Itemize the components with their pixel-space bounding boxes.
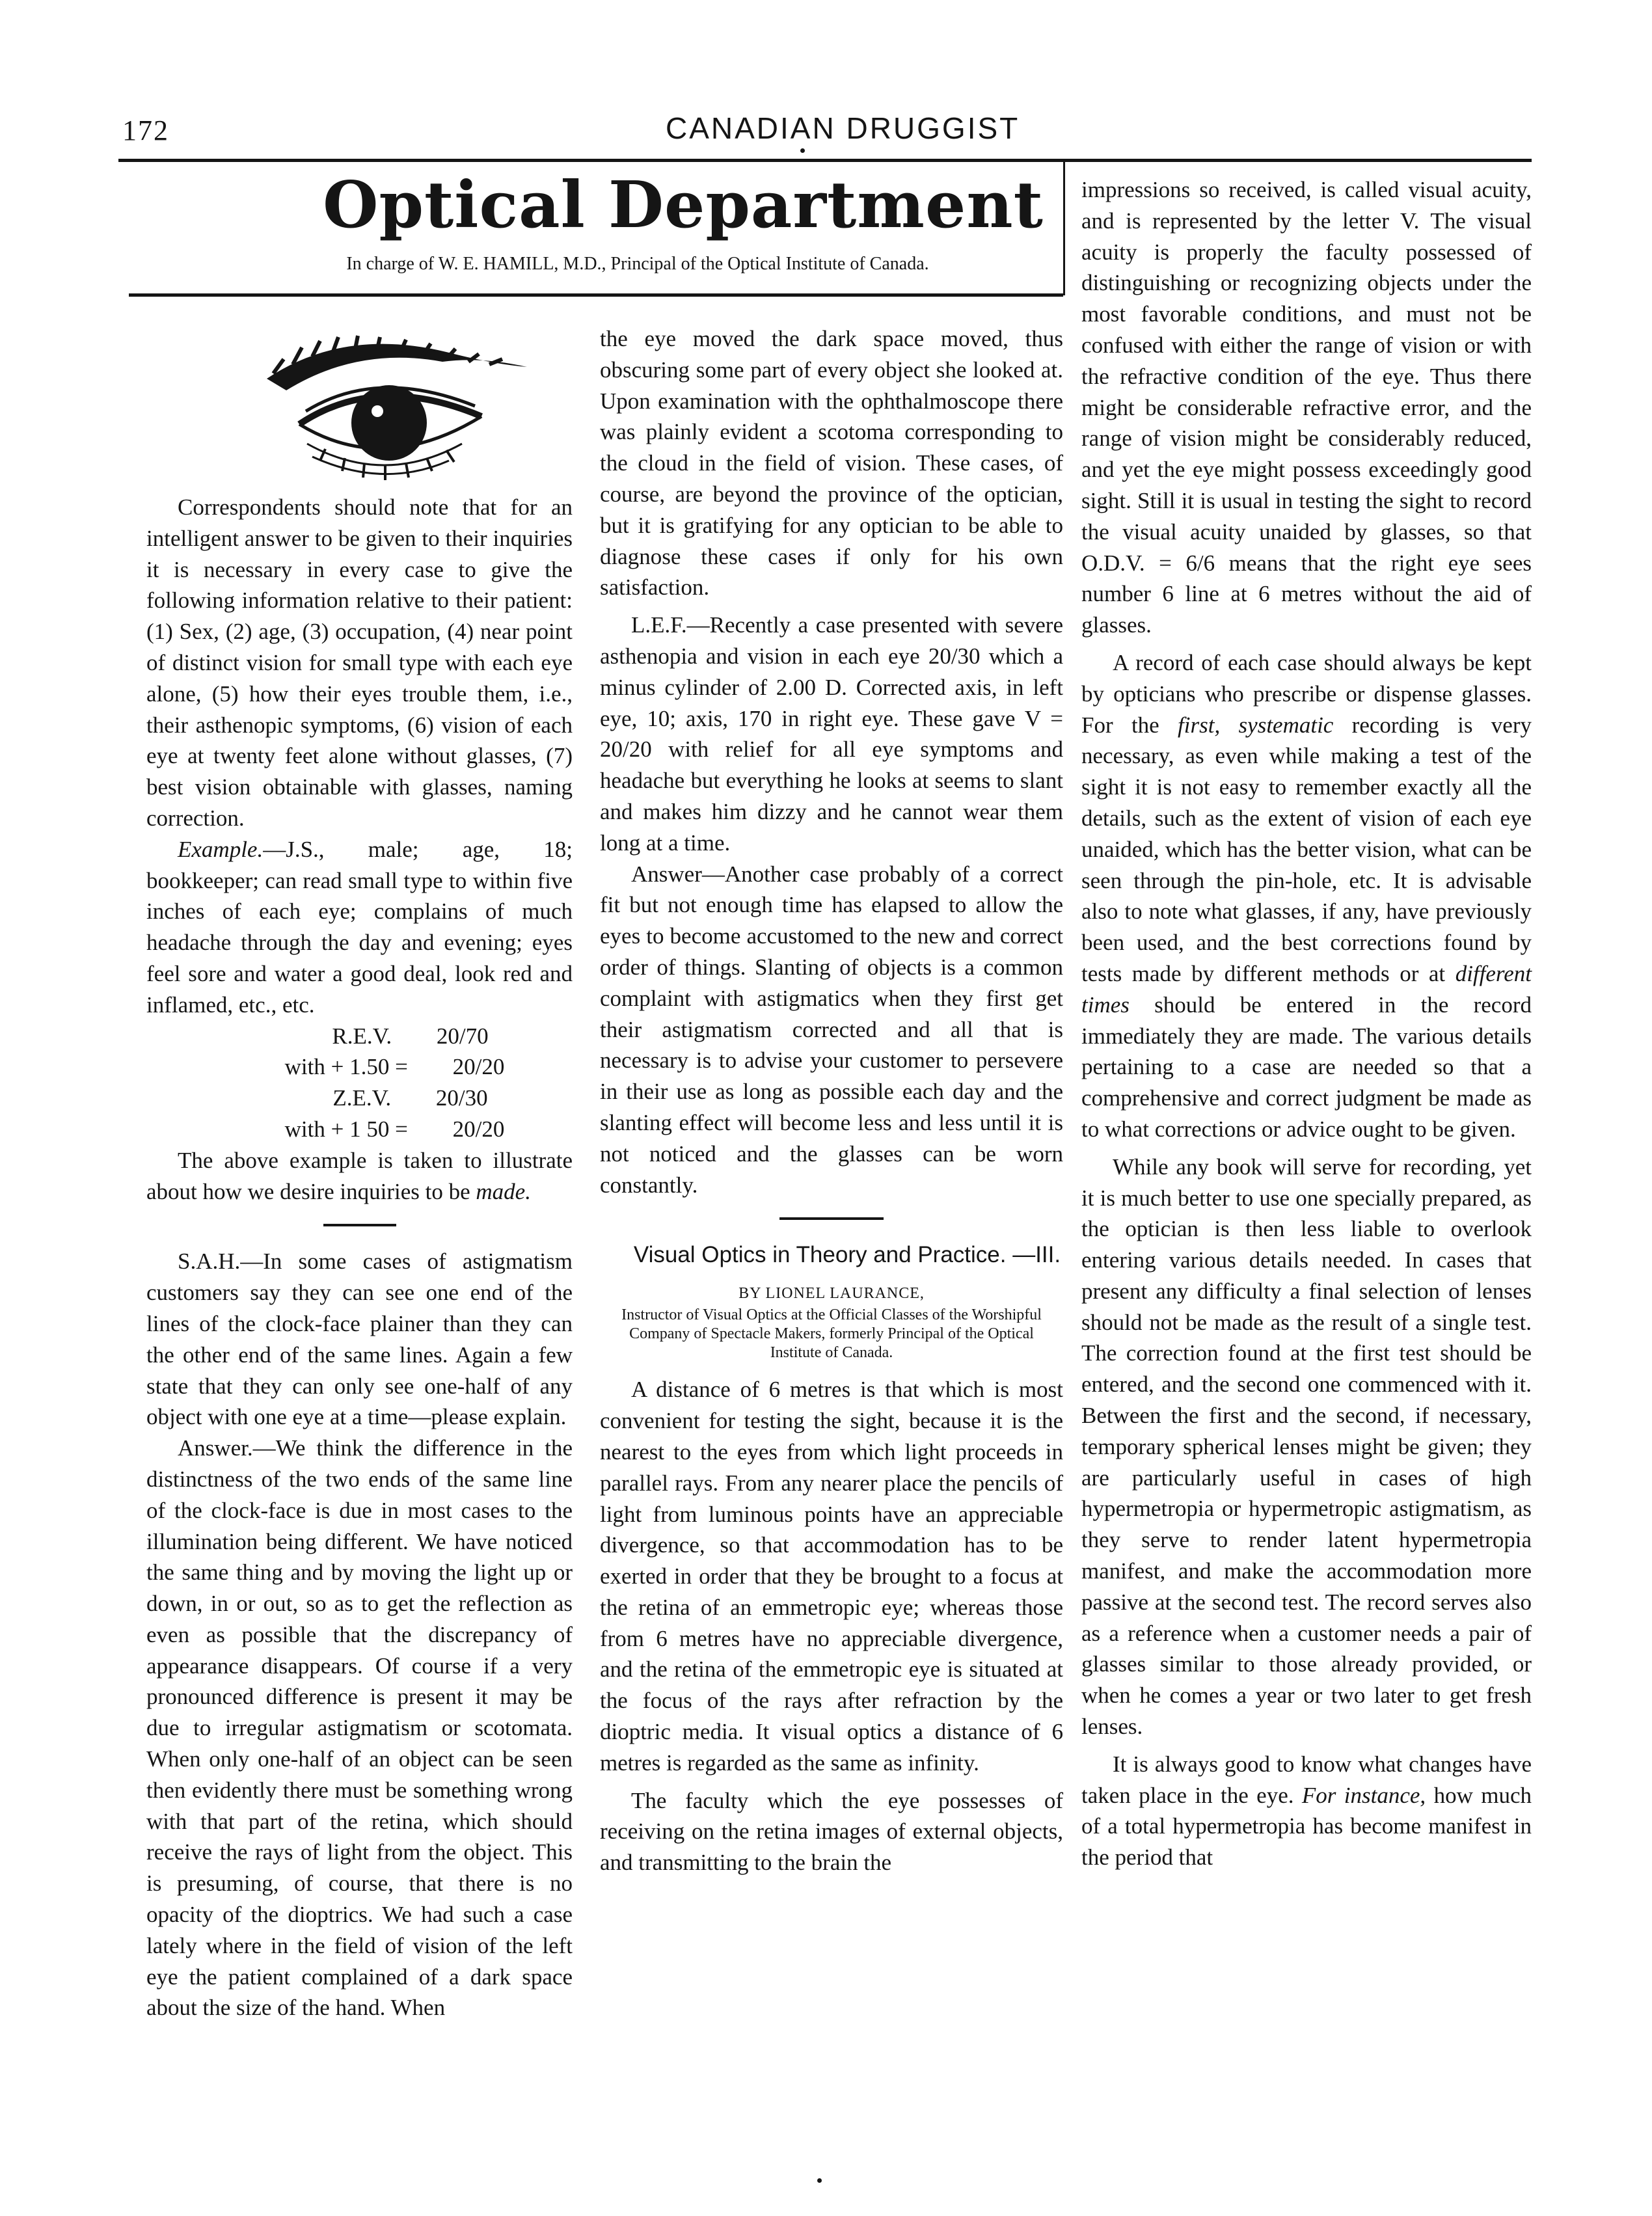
- lef-text-a: L.E.F.—Recently a case presented with severe asthenopia and vision in each eye: [600, 612, 1063, 669]
- department-title: Optical Department: [323, 168, 1044, 243]
- equation-before: 20/70: [436, 1023, 489, 1049]
- changes-text: It is always good to know what changes have taken place in the eye.: [1081, 1751, 1532, 1808]
- changes-text: how much of a total hypermetropia has become manifest in the period that: [1081, 1782, 1532, 1871]
- equation-right-eye: [146, 1021, 573, 1083]
- lef-text-b: which a minus cylinder of 2.00 D. Corrected axis, in left eye, 10; axis, 170 in right eye. These gave V =: [600, 643, 1063, 731]
- visual-optics-paragraph: The faculty which the eye possesses of receiving on the retina images of external objects, and transmitting to the brain the: [600, 1787, 1063, 1876]
- equation-after: 20/20: [452, 1116, 505, 1142]
- illustrate-paragraph: [146, 1145, 573, 1208]
- title-rule: [129, 293, 1063, 297]
- lef-fraction: 20/30: [928, 643, 981, 669]
- page-number: 172: [122, 115, 169, 146]
- department-byline: In charge of W. E. HAMILL, M.D., Principal of the Optical Institute of Canada.: [346, 254, 929, 274]
- equation-after: 20/20: [452, 1054, 505, 1080]
- continued-paragraph: impressions so received, is called visual acuity, and is represented by the letter V. The visual acuity is properly the faculty possessed of distinguishing or recognizing objects under the most favorable conditions, and must not be confused with either the range of vision or with the refractive condition of the eye. Thus there might be considerable refractive error, and the range of vision might be considerably reduced, and yet the eye might possess exceedingly good sight. Still it is usual in testing the sight to record the visual acuity unaided by glasses, so that O.D.V. = 6/6 means that the right eye sees number 6 line at 6 metres without the aid of glasses.: [1081, 177, 1532, 638]
- author-description: Instructor of Visual Optics at the Official Classes of the Worshipful Company of Spectacle Makers, formerly Principal of the Optical Institute of Canada.: [621, 1306, 1042, 1362]
- section-title: Visual Optics in Theory and Practice. —III.: [633, 1242, 1061, 1268]
- correspondents-paragraph: Correspondents should note that for an intelligent answer to be given to their inquiries it is necessary in every case to give the following information relative to their patient: (1) Sex, (2) age, (3) occupation, (4) near point of distinct vision for small type with each eye alone, (5) how their eyes trouble them, i.e., their asthenopic symptoms, (6) vision of each eye at twenty feet alone without glasses, (7) best vision obtainable with glasses, naming correction.: [146, 494, 573, 831]
- section-divider: [323, 1224, 396, 1226]
- sah-answer: Answer.—We think the difference in the distinctness of the two ends of the same line of the clock-face is due in most cases to the illumination being different. We have noticed the same thing and by moving the light up or down, in or out, so as to get the reflection as even as possible that the discrepancy of appearance disappears. Of course if a very pronounced difference is present it may be due to irregular astigmatism or scotomata. When only one-half of an object can be seen then evidently there must be something wrong with that part of the retina, which should receive the rays of light from the object. This is presuming, of course, that there is no opacity of the dioptrics. We had such a case lately where in the field of vision of the left eye the patient complained of a dark space about the size of the hand. When: [146, 1435, 573, 2021]
- record-text: should be entered in the record immediately they are made. The various details pertaining to a case are needed so that a comprehensive and correct judgment be made as to what corrections or advice ought to be given.: [1081, 992, 1532, 1142]
- equation-left-eye: [146, 1083, 573, 1145]
- equation-before: 20/30: [435, 1085, 488, 1111]
- example-paragraph: [146, 834, 573, 1021]
- lef-question: [600, 610, 1063, 858]
- header-rule: [118, 159, 1532, 162]
- lef-text-c: with relief for all eye symptoms and headache but everything he looks at seems to slant and makes him dizzy and he cannot wear them long at a time.: [600, 736, 1063, 856]
- changes-emphasis: For instance,: [1301, 1782, 1426, 1808]
- eye-icon: [247, 333, 534, 489]
- ornament-dot: [817, 2178, 822, 2183]
- record-paragraph: [1081, 647, 1532, 1145]
- section-divider: [779, 1217, 884, 1220]
- lef-fraction: 20/20: [600, 736, 652, 763]
- ornament-dot: [800, 148, 805, 153]
- equation-lens: with + 1.50 =: [284, 1054, 408, 1080]
- continued-paragraph: the eye moved the dark space moved, thus obscuring some part of every object she looked at. Upon examination with the ophthalmoscope there was plainly evident a scotoma corresponding to the cloud in the field of vision. These cases, of course, are beyond the province of the optician, but it is gratifying for any optician to be able to diagnose these cases if only for his own satisfaction.: [600, 326, 1063, 601]
- equation-lens: with + 1 50 =: [284, 1116, 408, 1142]
- example-text: —J.S., male; age, 18; bookkeeper; can read small type to within five inches of each eye; complains of much headache through the day and evening; eyes feel sore and water a good deal, look red and inflamed, etc., etc.: [146, 836, 573, 1018]
- eye-illustration: [247, 333, 534, 489]
- record-emphasis: different times: [1081, 960, 1532, 1018]
- visual-optics-paragraph: A distance of 6 metres is that which is most convenient for testing the sight, because it is the nearest to the eyes from which light proceeds in parallel rays. From any nearer place the pencils of light from luminous points have an appreciable divergence, so that accommodation has to be exerted in order that they be brought to a focus at the retina of an emmetropic eye; whereas those from 6 metres have no appreciable divergence, and the retina of the emmetropic eye is situated at the focus of the rays after refraction by the dioptric media. It visual optics a distance of 6 metres is regarded as the same as infinity.: [600, 1377, 1063, 1776]
- column-rule: [1063, 162, 1065, 295]
- record-text: A record of each case should always be kept by opticians who prescribe or dispense glasses. For the: [1081, 649, 1532, 738]
- column-1: [146, 492, 573, 2023]
- running-head: CANADIAN DRUGGIST: [666, 111, 1020, 145]
- lef-answer: Answer—Another case probably of a correct fit but not enough time has elapsed to allow the eyes to become accustomed to the new and correct order of things. Slanting of objects is a common complaint with astigmatics when they first get their astigmatism corrected and all that is necessary is to advise your customer to persevere in their use as long as possible each day and the slanting effect will become less and less until it is not noticed and the glasses can be worn constantly.: [600, 861, 1063, 1198]
- record-emphasis: first, systematic: [1178, 712, 1334, 738]
- changes-paragraph: [1081, 1749, 1532, 1873]
- sah-question: S.A.H.—In some cases of astigmatism customers say they can see one end of the lines of the clock-face plainer than they can the other end of the same lines. Again a few state that they can only see one-half of any object with one eye at a time—please explain.: [146, 1249, 573, 1430]
- equation-eye-label: Z.E.V.: [332, 1085, 392, 1111]
- column-3: [1081, 174, 1532, 1873]
- author-name: BY LIONEL LAURANCE,: [738, 1285, 925, 1303]
- illustrate-text: The above example is taken to illustrate about how we desire inquiries to be: [146, 1147, 573, 1204]
- column-2: [600, 323, 1063, 1878]
- example-label: Example.: [178, 836, 264, 862]
- illustrate-made: made.: [476, 1178, 531, 1204]
- book-paragraph: While any book will serve for recording, yet it is much better to use one specially prepared, as the optician is then less liable to overlook entering various details needed. In cases that present any difficulty a final selection of lenses should not be made as the result of a single test. The correction found at the first test should be entered, and the second one commenced with it. Between the first and the second, if necessary, temporary spherical lenses might be given; they are particularly useful in cases of high hypermetropia or hypermetropic astigmatism, as they serve to render latent hypermetropia manifest, and make the accommodation more passive at the second test. The record serves also as a reference when a customer needs a pair of glasses similar to those already provided, or when he comes a year or two later to get fresh lenses.: [1081, 1154, 1532, 1740]
- record-text: recording is very necessary, as even while making a test of the sight it is not easy to remember exactly all the details, such as the extent of vision of each eye unaided, which has the better vision, what can be seen through the pin-hole, etc. It is advisable also to note what glasses, if any, have previously been used, and the best corrections found by tests made by different methods or at: [1081, 712, 1532, 986]
- equation-eye-label: R.E.V.: [332, 1023, 392, 1049]
